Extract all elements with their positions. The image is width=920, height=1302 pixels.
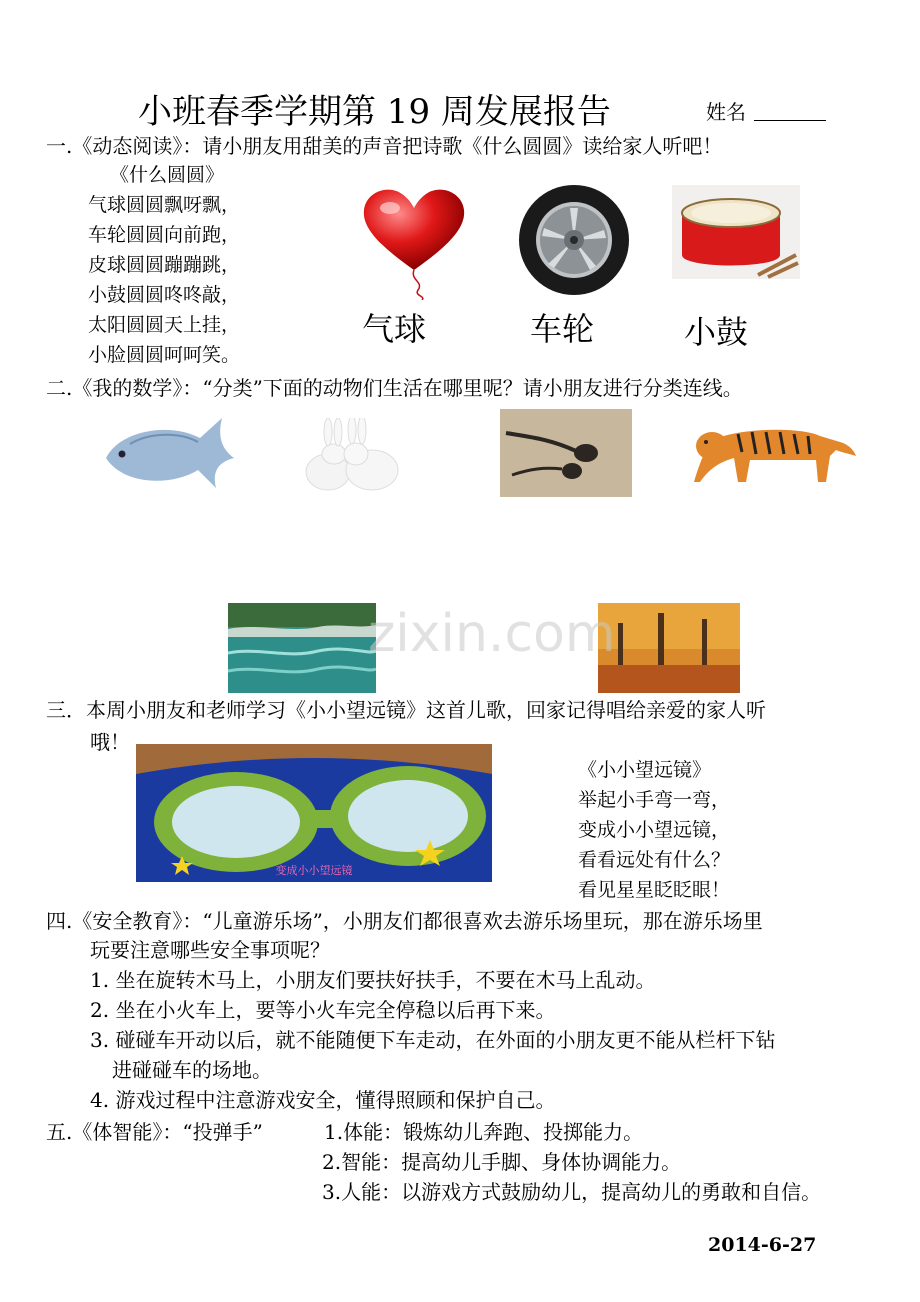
section2-heading: 二.《我的数学》：“分类”下面的动物们生活在哪里呢？请小朋友进行分类连线。 — [46, 376, 743, 400]
song-line: 变成小小望远镜， — [578, 819, 731, 841]
label-drum: 小鼓 — [684, 313, 749, 351]
rabbits-image — [294, 418, 408, 494]
section3-heading-line2: 哦！ — [90, 730, 130, 754]
safety-item: 1. 坐在旋转木马上，小朋友们要扶好扶手，不要在木马上乱动。 — [90, 968, 656, 992]
pe-item: 1.体能：锻炼幼儿奔跑、投掷能力。 — [324, 1120, 644, 1144]
safety-item: 4. 游戏过程中注意游戏安全，懂得照顾和保护自己。 — [90, 1088, 556, 1112]
song-title: 《小小望远镜》 — [578, 759, 712, 781]
poem-line: 车轮圆圆向前跑， — [88, 224, 241, 246]
section3-heading-line1: 三．本周小朋友和老师学习《小小望远镜》这首儿歌，回家记得唱给亲爱的家人听 — [46, 698, 766, 722]
poem-title: 《什么圆圆》 — [110, 164, 225, 186]
poem-line: 太阳圆圆天上挂， — [88, 314, 241, 336]
section5-heading: 五.《体智能》：“投弹手” — [46, 1120, 263, 1144]
report-date: 2014-6-27 — [708, 1234, 817, 1256]
song-line: 举起小手弯一弯， — [578, 789, 731, 811]
section4-heading-line2: 玩要注意哪些安全事项呢？ — [90, 938, 330, 962]
telescope-image — [136, 744, 492, 882]
name-field — [706, 96, 826, 125]
label-wheel: 车轮 — [530, 310, 595, 348]
section4-heading-line1: 四.《安全教育》：“儿童游乐场”，小朋友们都很喜欢去游乐场里玩，那在游乐场里 — [46, 909, 763, 933]
telescope-caption: 变成小小望远镜 — [275, 864, 353, 877]
safety-item: 2. 坐在小火车上，要等小火车完全停稳以后再下来。 — [90, 998, 556, 1022]
safety-item-continued: 进碰碰车的场地。 — [112, 1058, 272, 1082]
watermark: zixin.com — [368, 604, 616, 664]
tiger-image — [690, 412, 858, 488]
drum-image — [672, 185, 800, 279]
fish-image — [100, 408, 238, 496]
poem-line: 气球圆圆飘呀飘， — [88, 194, 241, 216]
forest-image — [598, 603, 740, 693]
balloon-image — [360, 184, 468, 300]
name-label: 姓名 — [706, 100, 746, 124]
wheel-image — [518, 184, 630, 296]
tadpoles-image — [500, 409, 632, 497]
song-line: 看见星星眨眨眼！ — [578, 879, 731, 901]
poem-line: 小鼓圆圆咚咚敲， — [88, 284, 241, 306]
poem-line: 小脸圆圆呵呵笑。 — [88, 344, 241, 366]
song-body — [578, 785, 730, 905]
pe-item: 2.智能：提高幼儿手脚、身体协调能力。 — [322, 1150, 682, 1174]
safety-item: 3. 碰碰车开动以后，就不能随便下车走动，在外面的小朋友更不能从栏杆下钻 — [90, 1028, 776, 1052]
poem-line: 皮球圆圆蹦蹦跳， — [88, 254, 241, 276]
page-title: 小班春季学期第 19 周发展报告 — [138, 92, 611, 132]
name-blank — [754, 102, 826, 121]
poem-body — [88, 190, 240, 370]
section1-heading: 一.《动态阅读》：请小朋友用甜美的声音把诗歌《什么圆圆》读给家人听吧！ — [46, 134, 723, 158]
pe-item: 3.人能：以游戏方式鼓励幼儿，提高幼儿的勇敢和自信。 — [322, 1180, 822, 1204]
song-line: 看看远处有什么？ — [578, 849, 731, 871]
water-image — [228, 603, 376, 693]
label-balloon: 气球 — [362, 310, 427, 348]
